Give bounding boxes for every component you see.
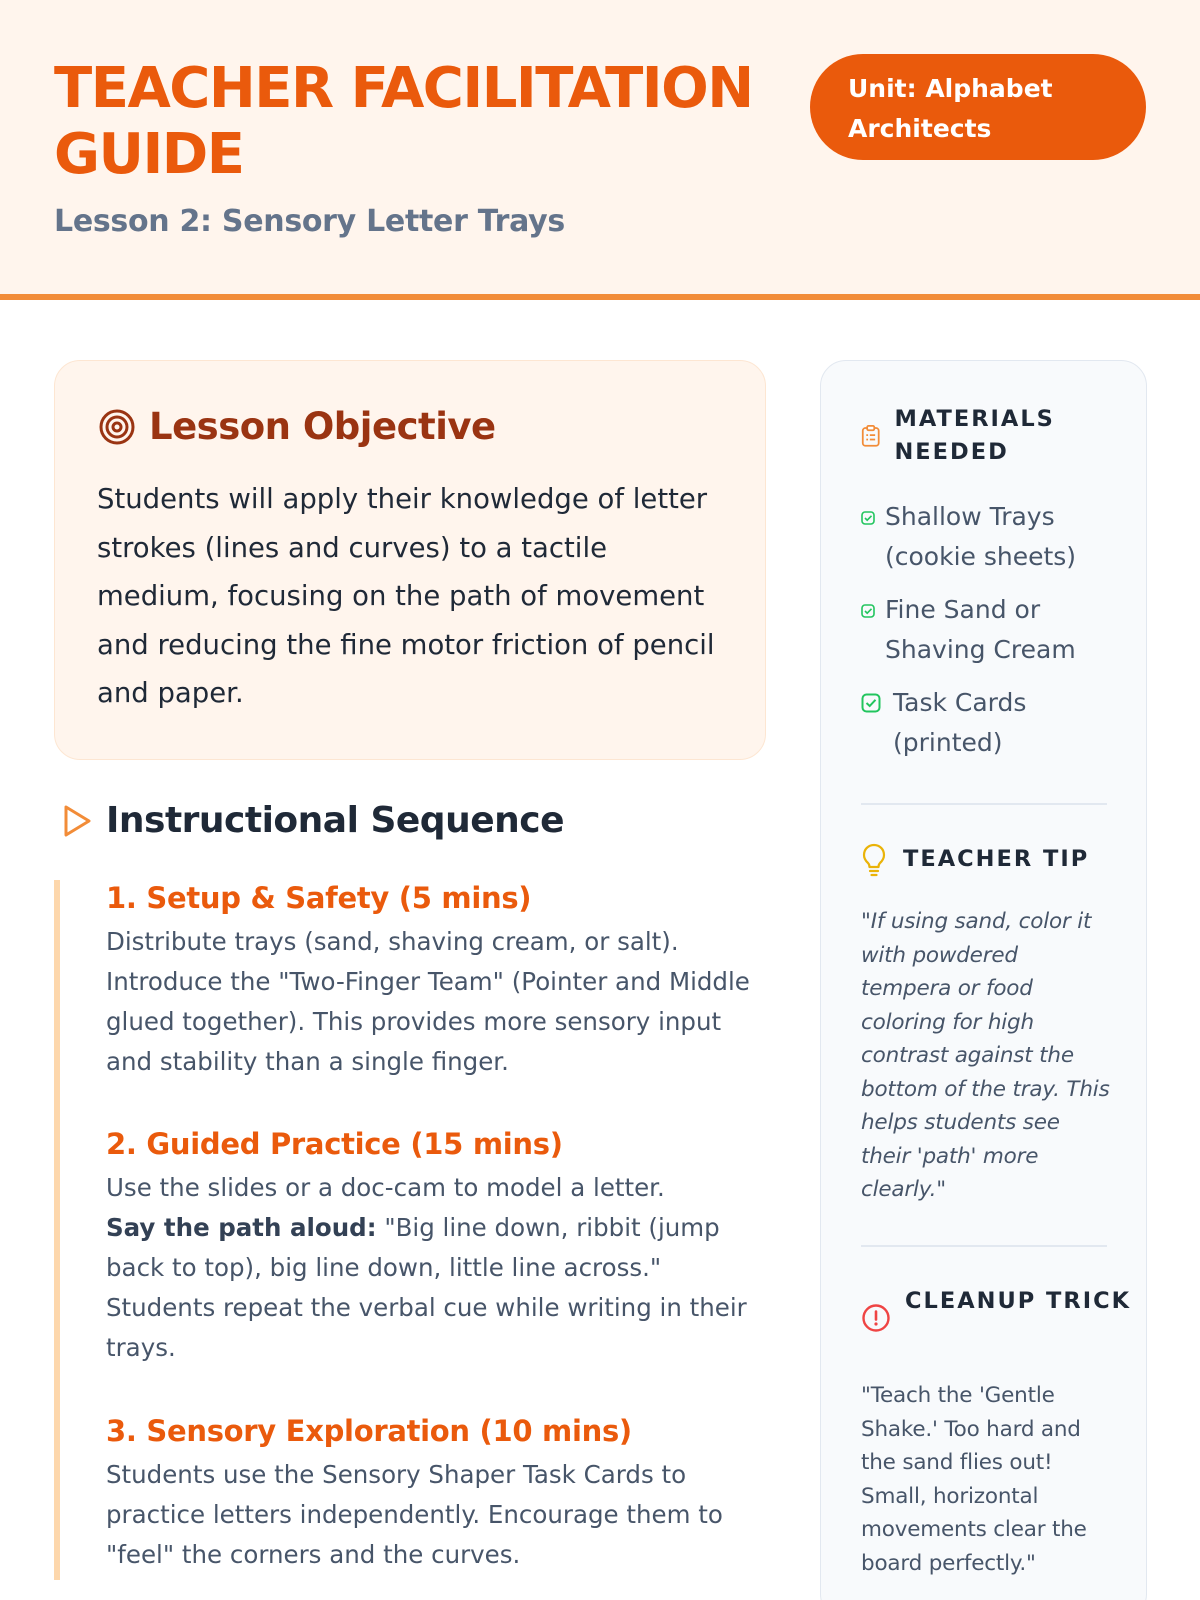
checkbox-icon <box>861 693 881 713</box>
step-sensory-exploration <box>106 1413 766 1575</box>
tip-text: "If using sand, color it with powdered tempera or food coloring for high contrast against the bottom of the tray. This helps students see their 'path' more clearly." <box>861 909 1110 1202</box>
checkbox-icon <box>861 604 875 618</box>
step-title: 2. Guided Practice (15 mins) <box>106 1127 563 1161</box>
target-icon <box>97 407 137 447</box>
step-setup <box>106 880 766 1082</box>
materials-header <box>861 403 1146 469</box>
page-title: TEACHER FACILITATION GUIDE <box>54 56 753 187</box>
step-text-cue: "Big line down, ribbit (jump back to top), big line down, little line across." Students repeat the verbal cue while writing in their trays. <box>106 1213 747 1362</box>
material-item <box>861 590 1131 670</box>
sequence-list <box>54 880 766 1580</box>
lightbulb-icon <box>861 843 887 877</box>
unit-badge: Unit: Alphabet Architects <box>810 54 1146 160</box>
step-text-intro: Use the slides or a doc-cam to model a letter. <box>106 1173 665 1202</box>
clipboard-icon <box>861 423 880 449</box>
tip-header <box>861 843 1089 877</box>
material-item <box>861 497 1131 577</box>
step-title: 3. Sensory Exploration (10 mins) <box>106 1414 632 1448</box>
sidebar-divider <box>861 803 1107 805</box>
sequence-header <box>56 800 564 841</box>
step-text: Distribute trays (sand, shaving cream, or salt). Introduce the "Two-Finger Team" (Pointer and Middle glued together). This provides more sensory input and stability than a single finger. <box>106 927 750 1076</box>
step-title: 1. Setup & Safety (5 mins) <box>106 881 532 915</box>
cleanup-heading: CLEANUP TRICK <box>905 1288 1132 1314</box>
material-label: Shallow Trays (cookie sheets) <box>885 502 1077 571</box>
step-text: Students use the Sensory Shaper Task Cards to practice letters independently. Encourage them to "feel" the corners and the curves. <box>106 1460 723 1569</box>
material-label: Fine Sand or Shaving Cream <box>885 595 1076 664</box>
lesson-subtitle: Lesson 2: Sensory Letter Trays <box>54 204 565 239</box>
tip-heading: TEACHER TIP <box>903 846 1090 872</box>
sequence-heading: Instructional Sequence <box>106 800 565 841</box>
play-icon <box>56 801 96 841</box>
objective-card <box>54 360 766 760</box>
cleanup-text: "Teach the 'Gentle Shake.' Too hard and the sand flies out! Small, horizontal movements clear the board perfectly." <box>861 1383 1087 1576</box>
material-label: Task Cards (printed) <box>893 688 1027 757</box>
materials-heading: MATERIALS NEEDED <box>894 406 1055 465</box>
sidebar-divider <box>861 1245 1107 1247</box>
objective-header <box>97 405 496 448</box>
step-guided-practice <box>106 1126 766 1368</box>
objective-text: Students will apply their knowledge of letter strokes (lines and curves) to a tactile medium, focusing on the path of movement and reducing the fine motor friction of pencil and paper. <box>97 483 715 709</box>
materials-list <box>861 497 1131 776</box>
objective-heading: Lesson Objective <box>149 405 496 448</box>
step-emphasis: Say the path aloud: <box>106 1213 377 1242</box>
checkbox-icon <box>861 511 875 525</box>
alert-circle-icon <box>861 1303 891 1333</box>
sidebar <box>820 360 1147 1600</box>
cleanup-header <box>861 1285 1131 1333</box>
material-item <box>861 683 1131 763</box>
page-header <box>0 0 1200 300</box>
step-text <box>106 1168 766 1368</box>
